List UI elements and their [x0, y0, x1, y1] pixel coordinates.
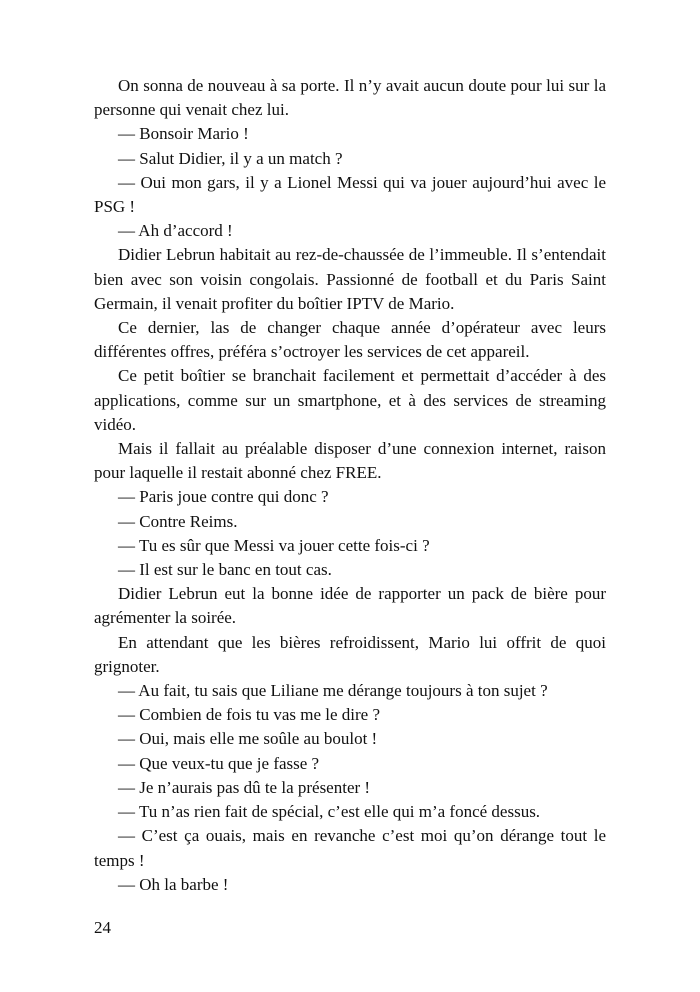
dialogue-line: — Que veux-tu que je fasse ? [118, 753, 320, 773]
paragraph: On sonna de nouveau à sa porte. Il n’y avait aucun doute pour lui sur la personne qui venait chez lui. [94, 76, 606, 120]
dialogue-line: — Au fait, tu sais que Liliane me dérange toujours à ton sujet ? [118, 681, 548, 701]
dialogue-line: — Tu es sûr que Messi va jouer cette fois-ci ? [118, 535, 430, 555]
dialogue-line: — Il est sur le banc en tout cas. [118, 560, 332, 580]
dialogue-line: — Oh la barbe ! [118, 874, 229, 894]
dialogue-line: — Je n’aurais pas dû te la présenter ! [118, 777, 371, 797]
dialogue-line: — Contre Reims. [118, 511, 238, 531]
dialogue-line: — Salut Didier, il y a un match ? [118, 148, 343, 168]
page-number: 24 [94, 918, 111, 937]
dialogue-line: — Paris joue contre qui donc ? [118, 487, 329, 507]
dialogue-line: — Oui, mais elle me soûle au boulot ! [118, 729, 378, 749]
dialogue-line: — Oui mon gars, il y a Lionel Messi qui va jouer aujourd’hui avec le PSG ! [94, 172, 606, 217]
paragraph: Ce dernier, las de changer chaque année d’opérateur avec leurs différentes offres, préféra s’octroyer les services de cet appareil. [94, 318, 606, 362]
dialogue-line: — Combien de fois tu vas me le dire ? [118, 705, 381, 725]
paragraph: En attendant que les bières refroidissent, Mario lui offrit de quoi grignoter. [94, 632, 606, 676]
paragraph: Mais il fallait au préalable disposer d’une connexion internet, raison pour laquelle il restait abonné chez FREE. [94, 439, 606, 483]
dialogue-line: — Tu n’as rien fait de spécial, c’est elle qui m’a foncé dessus. [118, 802, 541, 822]
paragraph: Didier Lebrun habitait au rez-de-chaussée de l’immeuble. Il s’entendait bien avec son voisin congolais. Passionné de football et du Paris Saint Germain, il venait profiter du boîtier IPTV de Mario. [94, 245, 606, 313]
dialogue-line: — Ah d’accord ! [118, 221, 233, 241]
paragraph: Didier Lebrun eut la bonne idée de rapporter un pack de bière pour agrémenter la soirée. [94, 584, 606, 628]
page-body [94, 74, 606, 897]
dialogue-line: — C’est ça ouais, mais en revanche c’est moi qu’on dérange tout le temps ! [94, 826, 606, 870]
dialogue-line: — Bonsoir Mario ! [118, 124, 249, 144]
paragraph: Ce petit boîtier se branchait facilement et permettait d’accéder à des applications, comme sur un smartphone, et à des services de streaming vidéo. [94, 366, 606, 434]
